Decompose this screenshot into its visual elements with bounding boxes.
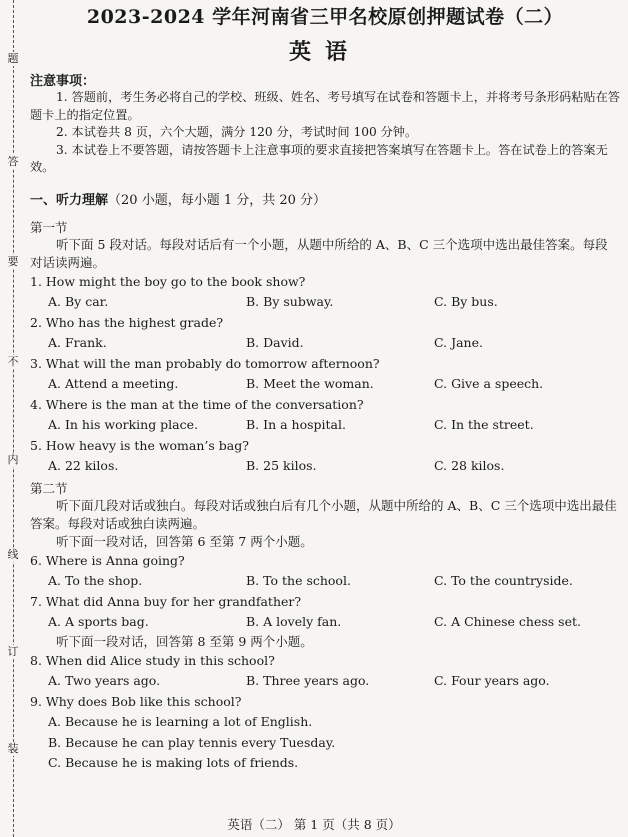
dialog-instruction: 听下面一段对话，回答第 8 至第 9 两个小题。	[56, 633, 313, 649]
option-c: C. By bus.	[434, 294, 498, 309]
question-stem: 8. When did Alice study in this school?	[30, 652, 275, 668]
margin-char: 内	[4, 453, 22, 467]
margin-char: 订	[4, 645, 22, 659]
question-block	[30, 395, 620, 436]
question-block	[30, 551, 620, 592]
margin-char: 答	[4, 155, 22, 169]
option-a: A. To the shop.	[48, 573, 143, 588]
options-row	[30, 333, 620, 354]
option-a: A. Because he is learning a lot of English.	[48, 714, 313, 729]
question-stem: 2. Who has the highest grade?	[30, 314, 224, 330]
option-c: C. Give a speech.	[434, 376, 544, 391]
options-row	[30, 671, 620, 692]
margin-char: 不	[4, 355, 22, 369]
part-instruction: 听下面几段对话或独白。每段对话或独白后有几个小题，从题中所给的 A、B、C 三个选项中选出最佳答案。每段对话或独白读两遍。	[30, 497, 617, 531]
option-c: C. In the street.	[434, 417, 534, 432]
exam-page	[30, 0, 620, 774]
section-heading	[30, 189, 620, 208]
notes-heading: 注意事项：	[30, 74, 96, 89]
question-block	[30, 313, 620, 354]
question-block	[30, 272, 620, 313]
binding-line	[13, 0, 14, 837]
note-item: 2. 本试卷共 8 页，六个大题，满分 120 分，考试时间 100 分钟。	[56, 125, 418, 139]
option-b: B. Three years ago.	[246, 673, 370, 688]
options-row	[30, 612, 620, 633]
question-stem: 5. How heavy is the woman’s bag?	[30, 437, 249, 453]
options-row	[30, 292, 620, 313]
part-label: 第一节	[30, 219, 68, 235]
option-a: A. By car.	[48, 294, 109, 309]
options-row	[30, 571, 620, 592]
section-title: 一、听力理解	[30, 192, 109, 208]
dialog-instruction: 听下面一段对话，回答第 6 至第 7 两个小题。	[56, 533, 313, 549]
question-block	[30, 651, 620, 692]
option-b: B. David.	[246, 335, 304, 350]
question-block	[30, 436, 620, 477]
subject-title: 英语	[288, 39, 361, 65]
option-b: B. 25 kilos.	[246, 458, 317, 473]
question-block	[30, 592, 620, 633]
part-instruction: 听下面 5 段对话。每段对话后有一个小题，从题中所给的 A、B、C 三个选项中选出最佳答案。每段对话读两遍。	[30, 236, 608, 270]
margin-char: 题	[4, 52, 22, 66]
question-stem: 3. What will the man probably do tomorrow afternoon?	[30, 355, 380, 371]
option-b: B. Meet the woman.	[246, 376, 374, 391]
question-stem: 9. Why does Bob like this school?	[30, 693, 242, 709]
question-stem: 1. How might the boy go to the book show?	[30, 273, 306, 289]
option-c: C. A Chinese chess set.	[434, 614, 581, 629]
question-stem: 7. What did Anna buy for her grandfather?	[30, 593, 302, 609]
options-row	[30, 374, 620, 395]
option-c: C. Four years ago.	[434, 673, 550, 688]
option-a: A. A sports bag.	[48, 614, 149, 629]
option-a: A. In his working place.	[48, 417, 198, 432]
margin-char: 装	[4, 742, 22, 756]
question-stem: 4. Where is the man at the time of the conversation?	[30, 396, 364, 412]
question-stem: 6. Where is Anna going?	[30, 552, 185, 568]
option-b: B. A lovely fan.	[246, 614, 342, 629]
margin-char: 要	[4, 255, 22, 269]
option-c: C. Because he is making lots of friends.	[48, 755, 299, 770]
exam-title: 2023-2024 学年河南省三甲名校原创押题试卷（二）	[86, 6, 564, 28]
option-b: B. Because he can play tennis every Tuesday.	[48, 734, 336, 750]
option-b: B. In a hospital.	[246, 417, 346, 432]
option-a: A. Attend a meeting.	[48, 376, 179, 391]
option-c: C. 28 kilos.	[434, 458, 505, 473]
option-c: C. Jane.	[434, 335, 483, 350]
note-item: 1. 答题前，考生务必将自己的学校、班级、姓名、考号填写在试卷和答题卡上，并将考号条形码粘贴在答题卡上的指定位置。	[30, 90, 620, 122]
options-row	[30, 456, 620, 477]
option-c: C. To the countryside.	[434, 573, 573, 588]
question-block	[30, 354, 620, 395]
margin-char: 线	[4, 548, 22, 562]
option-b: B. To the school.	[246, 573, 351, 588]
option-a: A. Frank.	[48, 335, 107, 350]
option-a: A. 22 kilos.	[48, 458, 119, 473]
page-footer: 英语（二） 第 1 页（共 8 页）	[227, 817, 401, 832]
note-item: 3. 本试卷上不要答题，请按答题卡上注意事项的要求直接把答案填写在答题卡上。答在试卷上的答案无效。	[30, 142, 608, 174]
section-score-info: （20 小题，每小题 1 分，共 20 分）	[108, 192, 327, 208]
question-block	[30, 692, 620, 774]
options-row	[30, 415, 620, 436]
option-b: B. By subway.	[246, 294, 334, 309]
option-a: A. Two years ago.	[48, 673, 161, 688]
part-label: 第二节	[30, 480, 68, 496]
